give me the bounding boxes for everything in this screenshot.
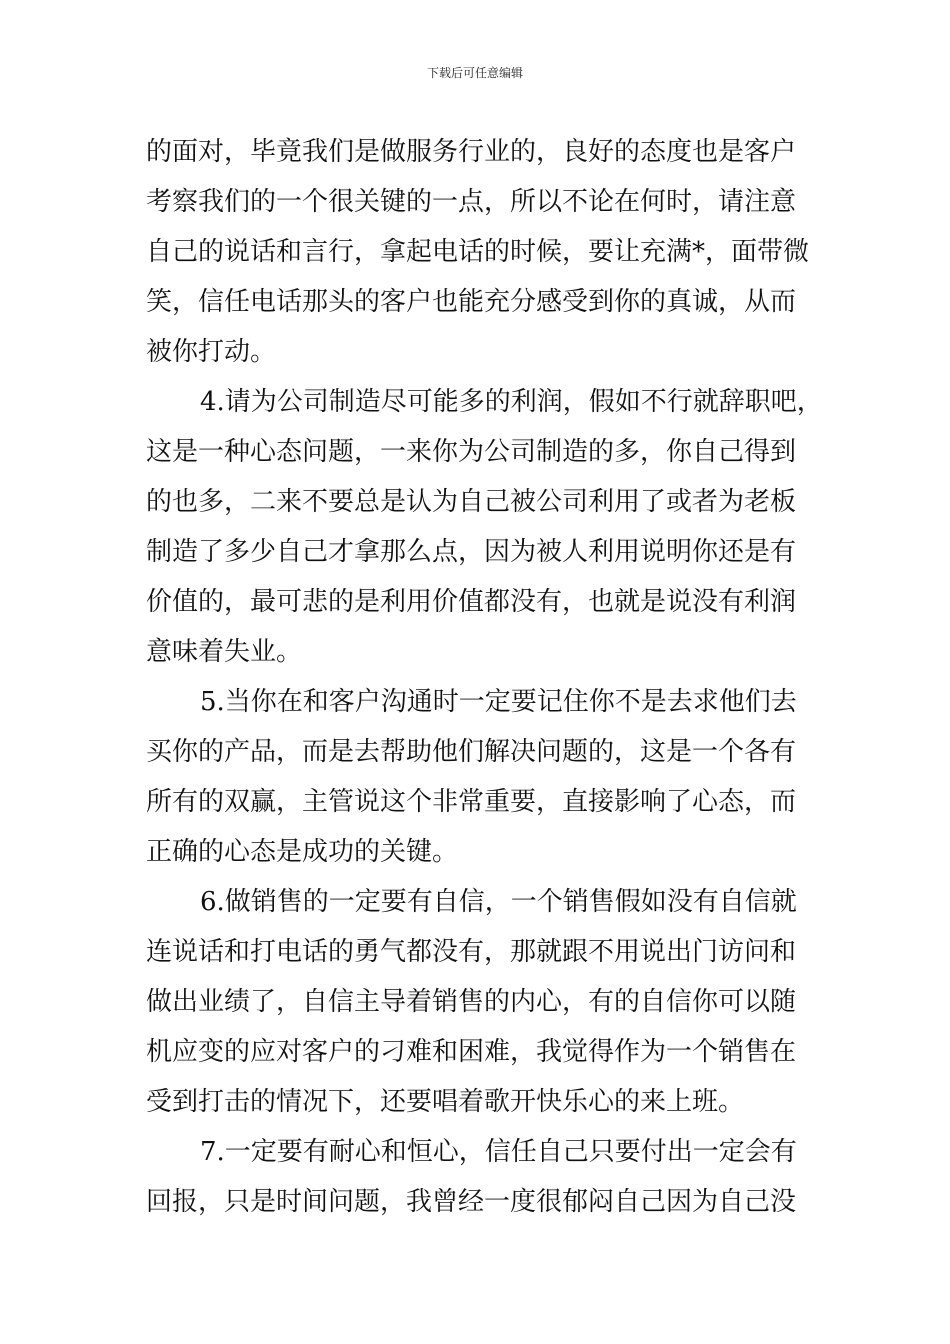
text-line: 做出业绩了，自信主导着销售的内心，有的自信你可以随 bbox=[146, 987, 797, 1017]
text-line: 笑，信任电话那头的客户也能充分感受到你的真诚，从而 bbox=[146, 287, 797, 317]
page-header: 下载后可任意编辑 bbox=[426, 66, 523, 80]
text-line: 制造了多少自己才拿那么点，因为被人利用说明你还是有 bbox=[146, 537, 797, 567]
paragraph-start-line: 4.请为公司制造尽可能多的利润，假如不行就辞职吧， bbox=[200, 387, 823, 417]
text-line: 受到打击的情况下，还要唱着歌开快乐心的来上班。 bbox=[146, 1087, 745, 1117]
text-line: 所有的双赢，主管说这个非常重要，直接影响了心态，而 bbox=[146, 787, 797, 817]
text-line: 的也多，二来不要总是认为自己被公司利用了或者为老板 bbox=[146, 487, 797, 517]
text-line: 的面对，毕竟我们是做服务行业的，良好的态度也是客户 bbox=[146, 137, 797, 167]
text-line: 被你打动。 bbox=[146, 337, 277, 367]
document-body bbox=[146, 127, 823, 1227]
paragraph-start-line: 7.一定要有耐心和恒心，信任自己只要付出一定会有 bbox=[200, 1137, 797, 1167]
text-line: 机应变的应对客户的刁难和困难，我觉得作为一个销售在 bbox=[146, 1037, 797, 1067]
text-line: 意味着失业。 bbox=[146, 637, 303, 667]
text-line: 连说话和打电话的勇气都没有，那就跟不用说出门访问和 bbox=[146, 937, 797, 967]
paragraph-start-line: 6.做销售的一定要有自信，一个销售假如没有自信就 bbox=[200, 887, 797, 917]
text-line: 正确的心态是成功的关键。 bbox=[146, 837, 459, 867]
text-line: 价值的，最可悲的是利用价值都没有，也就是说没有利润 bbox=[146, 587, 797, 617]
text-line: 自己的说话和言行，拿起电话的时候，要让充满*，面带微 bbox=[146, 237, 810, 267]
text-line: 这是一种心态问题，一来你为公司制造的多，你自己得到 bbox=[146, 437, 797, 467]
text-line: 考察我们的一个很关键的一点，所以不论在何时，请注意 bbox=[146, 187, 797, 217]
text-line: 买你的产品，而是去帮助他们解决问题的，这是一个各有 bbox=[146, 737, 797, 767]
text-line: 回报，只是时间问题，我曾经一度很郁闷自己因为自己没 bbox=[146, 1187, 797, 1217]
paragraph-start-line: 5.当你在和客户沟通时一定要记住你不是去求他们去 bbox=[200, 687, 797, 717]
